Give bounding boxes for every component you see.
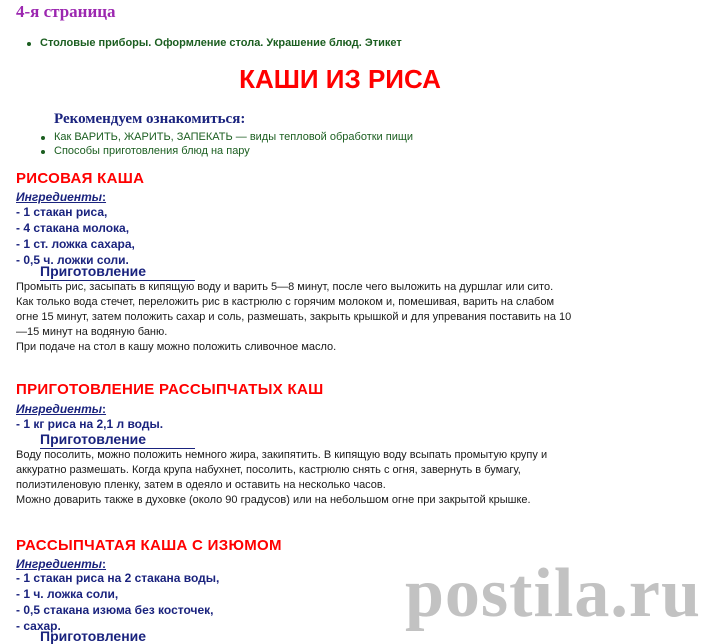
ingredients-list	[16, 570, 219, 634]
recommend-link[interactable]: Способы приготовления блюд на пару	[54, 145, 250, 157]
text-line: аккуратно размешать. Когда крупа набухнет, посолить, кастрюлю снять с огня, завернуть в бумагу,	[16, 464, 521, 476]
text-line: полиэтиленовую пленку, затем в одеяло и оставить на несколько часов.	[16, 479, 386, 491]
text-line: Воду посолить, можно положить немного жира, закипятить. В кипящую воду всыпать промытую крупу и	[16, 449, 548, 461]
preparation-text	[16, 280, 716, 355]
text-line: огне 15 минут, затем положить сахар и соль, размешать, закрыть крышкой и для упревания поставить на 10	[16, 311, 572, 323]
ingredient-item: - 1 стакан риса,	[16, 205, 108, 219]
preparation-heading: Приготовление	[40, 628, 147, 644]
ingredient-item: - 1 стакан риса на 2 стакана воды,	[16, 571, 220, 585]
ingredient-item: - 1 кг риса на 2,1 л воды.	[16, 417, 164, 431]
ingredient-item: - сахар.	[16, 619, 61, 633]
ingredients-label: Ингредиенты:	[16, 190, 107, 204]
ingredients-label: Ингредиенты:	[16, 402, 107, 416]
ingredient-item: - 0,5 ч. ложки соли.	[16, 253, 129, 267]
ingredient-item: - 1 ст. ложка сахара,	[16, 237, 135, 251]
watermark: postila.ru	[405, 555, 701, 632]
text-line: Можно доварить также в духовке (около 90 градусов) или на небольшом огне при закрытой крышке.	[16, 494, 531, 506]
ingredient-item: - 1 ч. ложка соли,	[16, 587, 119, 601]
section-title: ПРИГОТОВЛЕНИЕ РАССЫПЧАТЫХ КАШ	[16, 381, 324, 398]
section-title: РАССЫПЧАТАЯ КАША С ИЗЮМОМ	[16, 537, 282, 554]
ingredient-item: - 0,5 стакана изюма без косточек,	[16, 603, 214, 617]
recommend-link[interactable]: Как ВАРИТЬ, ЖАРИТЬ, ЗАПЕКАТЬ — виды тепловой обработки пищи	[54, 131, 414, 143]
text-line: При подаче на стол в кашу можно положить сливочное масло.	[16, 341, 337, 353]
text-line: Как только вода стечет, переложить рис в кастрюлю с горячим молоком и, помешивая, варить на слабом	[16, 296, 555, 308]
preparation-heading: Приготовление	[40, 263, 147, 279]
top-nav-link[interactable]: Столовые приборы. Оформление стола. Украшение блюд. Этикет	[40, 37, 402, 49]
page-title: КАШИ ИЗ РИСА	[239, 64, 441, 94]
text-line: —15 минут на водяную баню.	[16, 326, 168, 338]
ingredient-item: - 4 стакана молока,	[16, 221, 130, 235]
recommend-heading: Рекомендуем ознакомиться:	[54, 111, 246, 127]
text-line: Промыть рис, засыпать в кипящую воду и варить 5—8 минут, после чего выложить на дуршлаг или сито.	[16, 281, 554, 293]
preparation-text	[16, 448, 716, 508]
ingredients-list	[16, 204, 135, 268]
ingredients-label: Ингредиенты:	[16, 557, 107, 571]
page-header: 4-я страница	[16, 2, 116, 21]
ingredients-list	[16, 416, 163, 432]
section-title: РИСОВАЯ КАША	[16, 170, 145, 187]
preparation-heading: Приготовление	[40, 431, 147, 447]
